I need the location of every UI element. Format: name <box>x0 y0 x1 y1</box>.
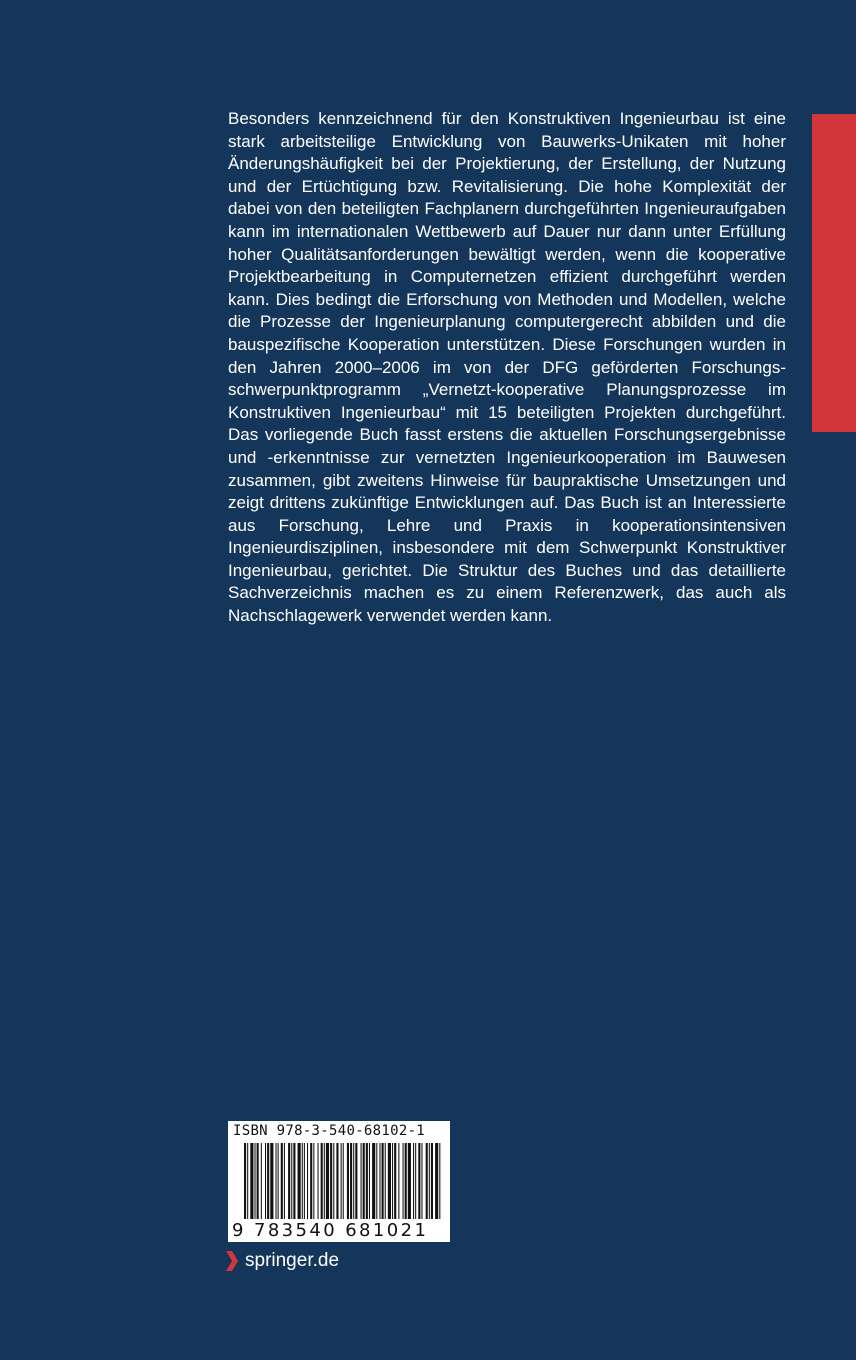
barcode-bar <box>421 1143 422 1219</box>
barcode-bar <box>426 1143 428 1219</box>
barcode-bar <box>278 1143 279 1219</box>
barcode-bar <box>355 1143 357 1219</box>
barcode-bar <box>403 1143 404 1219</box>
barcode-bar <box>261 1143 262 1219</box>
barcode-bar <box>330 1143 332 1219</box>
barcode-bar <box>326 1143 329 1219</box>
barcode-bar <box>247 1143 248 1219</box>
barcode-bar <box>318 1143 319 1219</box>
ean-digits: 9 783540 681021 <box>232 1220 429 1241</box>
barcode-bar <box>376 1143 377 1219</box>
barcode-bar <box>429 1143 430 1219</box>
isbn-barcode <box>228 1121 450 1242</box>
barcode-bar <box>361 1143 362 1219</box>
barcode-bar <box>413 1143 414 1219</box>
barcode-bar <box>288 1143 290 1219</box>
barcode-bar <box>385 1143 386 1219</box>
chevron-right-icon <box>226 1251 238 1271</box>
barcode-bar <box>250 1143 253 1219</box>
barcode-bar <box>353 1143 354 1219</box>
barcode-bar <box>394 1143 396 1219</box>
barcode-bar <box>415 1143 416 1219</box>
barcode-bar <box>431 1143 433 1219</box>
barcode-bar <box>304 1143 305 1219</box>
barcode-bar <box>418 1143 420 1219</box>
barcode-bar <box>255 1143 256 1219</box>
barcode-bar <box>270 1143 273 1219</box>
barcode-bar <box>366 1143 368 1219</box>
barcode-bar <box>439 1143 440 1219</box>
barcode-bar <box>398 1143 399 1219</box>
barcode-bar <box>382 1143 384 1219</box>
barcode-bar <box>313 1143 314 1219</box>
barcode-bar <box>291 1143 292 1219</box>
barcode-bar <box>267 1143 269 1219</box>
barcode-bar <box>324 1143 325 1219</box>
barcode-bar <box>265 1143 266 1219</box>
barcode-bar <box>347 1143 349 1219</box>
barcode-bar <box>350 1143 352 1219</box>
barcode-bar <box>244 1143 246 1219</box>
barcode-bar <box>363 1143 365 1219</box>
barcode-bar <box>408 1143 411 1219</box>
barcode-bar <box>372 1143 375 1219</box>
barcode-bar <box>293 1143 295 1219</box>
barcode-bar <box>379 1143 380 1219</box>
barcode-bar <box>284 1143 285 1219</box>
publisher-url: springer.de <box>245 1250 340 1271</box>
barcode-bar <box>435 1143 438 1219</box>
back-cover-blurb: Besonders kennzeichnend für den Konstruktiven Ingenieurbau ist eine stark arbeitsteilige Entwicklung von Bauwerks-Unikaten mit hoher Änderungshäufigkeit bei der Projektierung, der Erstellung, der Nutzung und der Ertüchtigung bzw. Revitalisierung. Die hohe Komplexität der dabei von den beteiligten Fachplanern durchgeführten Ingenieuraufgaben kann im internationalen Wettbewerb auf Dauer nur dann unter Erfüllung hoher Qualitätsanforderungen bewältigt werden, wenn die kooperative Projektbearbeitung in Computernetzen effizient durchgeführt werden kann. Dies bedingt die Erforschung von Methoden und Modellen, welche die Prozesse der Ingenieurplanung computergerecht abbilden und die bauspezifische Kooperation unterstützen. Diese Forschungen wurden in den Jahren 2000–2006 im von der DFG geförderten Forschungsschwerpunktprogramm „Vernetzt-kooperative Planungsprozesse im Konstruktiven Ingenieurbau“ mit 15 beteiligten Projekten durchgeführt. Das vorliegende Buch fasst erstens die aktuellen Forschungsergebnisse und -erkenntnisse zur vernetzten Ingenieurkooperation im Bauwesen zusammen, gibt zweitens Hinweise für baupraktische Umsetzungen und zeigt drittens zukünftige Entwicklungen auf. Das Buch ist an Interessierte aus Forschung, Lehre und Praxis in kooperationsintensiven Ingenieurdisziplinen, insbesondere mit dem Schwerpunkt Konstruktiver Ingenieurbau, gerichtet. Die Struktur des Buches und das detaillierte Sachverzeichnis machen es zu einem Referenzwerk, das auch als Nachschlagewerk verwendet werden kann. <box>228 109 786 626</box>
barcode-bar <box>307 1143 308 1219</box>
barcode-bar <box>310 1143 312 1219</box>
barcode-bar <box>333 1143 334 1219</box>
barcode-bar <box>341 1143 342 1219</box>
barcode-bar <box>257 1143 259 1219</box>
barcode-bar <box>302 1143 303 1219</box>
barcode-bar <box>336 1143 338 1219</box>
barcode-bar <box>388 1143 391 1219</box>
barcode-bar <box>281 1143 283 1219</box>
barcode-bar <box>343 1143 344 1219</box>
publisher-link[interactable] <box>226 1250 339 1272</box>
barcode-bar <box>298 1143 301 1219</box>
barcode-bar <box>276 1143 277 1219</box>
barcode-bar <box>392 1143 393 1219</box>
barcode-bar <box>321 1143 323 1219</box>
barcode-bar <box>405 1143 407 1219</box>
red-accent-tab <box>812 114 856 432</box>
barcode-bar <box>369 1143 370 1219</box>
isbn-label: ISBN 978-3-540-68102-1 <box>233 1123 426 1139</box>
